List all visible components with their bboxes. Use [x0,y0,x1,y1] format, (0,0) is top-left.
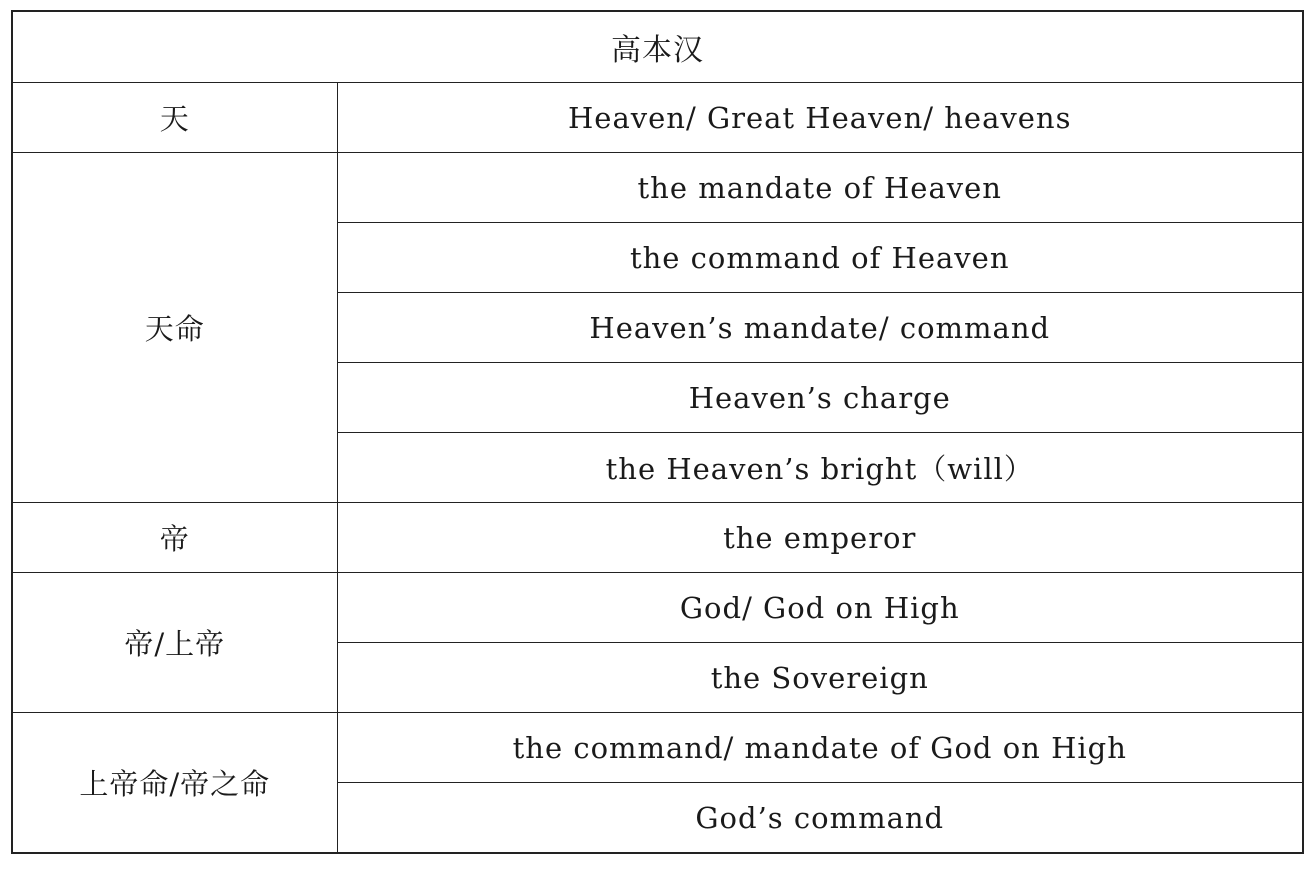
translation-cell: the Heaven’s bright（will） [337,433,1303,503]
translation-table [11,10,1304,854]
translation-cell: Heaven’s mandate/ command [337,293,1303,363]
translation-cell: God/ God on High [337,573,1303,643]
table-row [12,153,1303,223]
translation-cell: the mandate of Heaven [337,153,1303,223]
table-row [12,83,1303,153]
table-row [12,503,1303,573]
translation-cell: Heaven/ Great Heaven/ heavens [337,83,1303,153]
translation-cell: the Sovereign [337,643,1303,713]
table-header-row [12,11,1303,83]
translation-cell: the command/ mandate of God on High [337,713,1303,783]
translation-cell: Heaven’s charge [337,363,1303,433]
term-cell: 天命 [12,153,337,503]
translation-cell: God’s command [337,783,1303,854]
term-cell: 帝 [12,503,337,573]
term-cell: 天 [12,83,337,153]
term-cell: 帝/上帝 [12,573,337,713]
table-header-translator: 高本汉 [12,11,1303,83]
term-cell: 上帝命/帝之命 [12,713,337,854]
table-row [12,573,1303,643]
table-row [12,713,1303,783]
translation-cell: the emperor [337,503,1303,573]
translation-cell: the command of Heaven [337,223,1303,293]
